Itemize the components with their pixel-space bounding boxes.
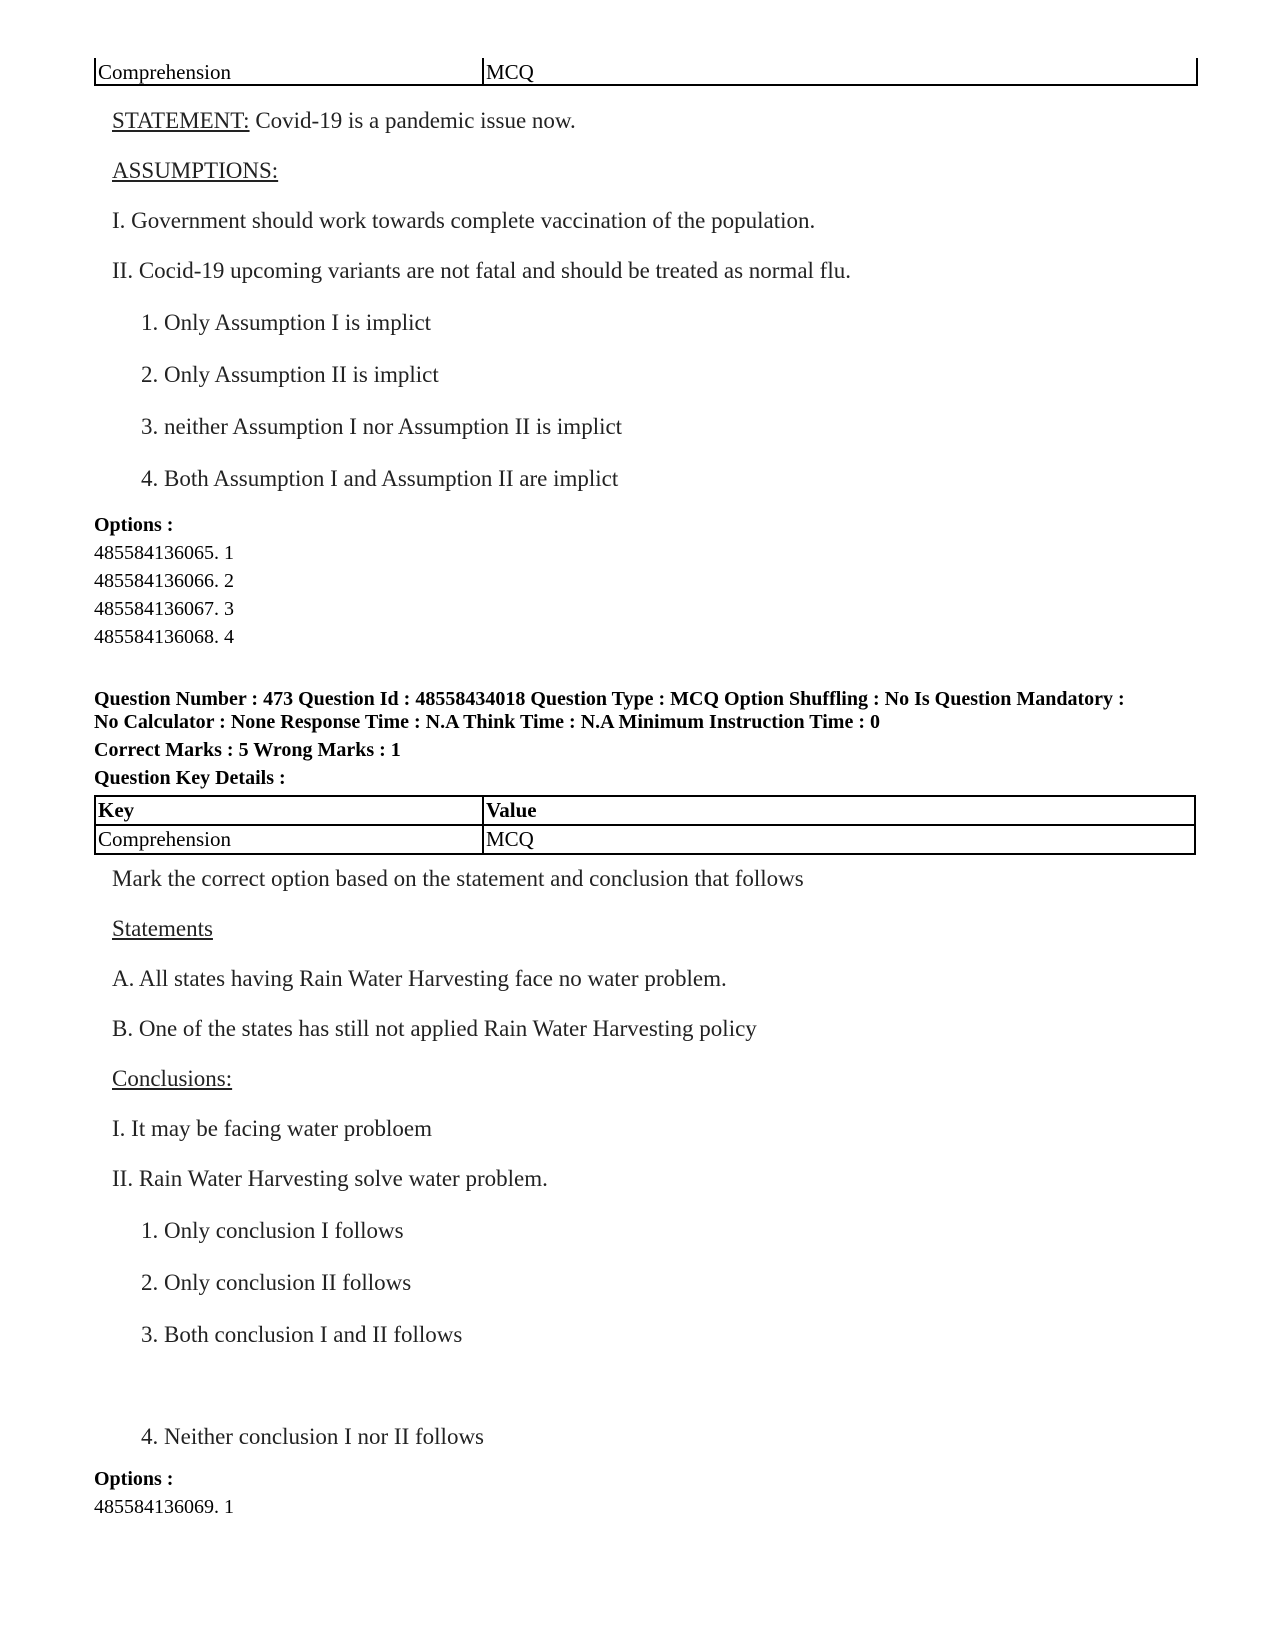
table-cell-value: MCQ <box>483 825 1195 854</box>
table-cell-key: Comprehension <box>95 825 483 854</box>
q2-statement-b: B. One of the states has still not applied Rain Water Harvesting policy <box>112 1016 757 1041</box>
q2-choice-3: 3. Both conclusion I and II follows <box>141 1322 463 1347</box>
q1-option-4: 485584136068. 4 <box>94 626 234 648</box>
top-table-value: MCQ <box>482 58 1198 86</box>
q2-conclusion-1: I. It may be facing water probloem <box>112 1116 432 1141</box>
table-header-key: Key <box>95 796 483 825</box>
top-key-table <box>94 58 1196 86</box>
q2-meta-line-1: Question Number : 473 Question Id : 48558434018 Question Type : MCQ Option Shuffling : No Is Question Mandatory : <box>94 688 1125 710</box>
q1-statement-label: STATEMENT: <box>112 108 250 133</box>
q1-choice-1: 1. Only Assumption I is implict <box>141 310 432 335</box>
q2-statement-a: A. All states having Rain Water Harvesting face no water problem. <box>112 966 727 991</box>
q1-choice-2: 2. Only Assumption II is implict <box>141 362 439 387</box>
q1-option-3: 485584136067. 3 <box>94 598 234 620</box>
q2-option-1: 485584136069. 1 <box>94 1496 234 1518</box>
q2-choice-4: 4. Neither conclusion I nor II follows <box>141 1424 485 1449</box>
q2-statements-label: Statements <box>112 916 213 941</box>
q1-option-1: 485584136065. 1 <box>94 542 234 564</box>
table-header-value: Value <box>483 796 1195 825</box>
q1-option-2: 485584136066. 2 <box>94 570 234 592</box>
q2-conclusion-2: II. Rain Water Harvesting solve water problem. <box>112 1166 548 1191</box>
q1-statement-text: Covid-19 is a pandemic issue now. <box>249 108 576 133</box>
q1-options-label: Options : <box>94 514 174 536</box>
q2-key-table <box>94 795 1196 855</box>
q2-meta-line-2: No Calculator : None Response Time : N.A Think Time : N.A Minimum Instruction Time : 0 <box>94 711 880 733</box>
q2-choice-1: 1. Only conclusion I follows <box>141 1218 404 1243</box>
top-table-key: Comprehension <box>94 58 484 86</box>
q1-statement <box>112 108 576 134</box>
q2-options-label: Options : <box>94 1468 174 1490</box>
q1-choice-3: 3. neither Assumption I nor Assumption II is implict <box>141 414 623 439</box>
table-header-row <box>95 796 1195 825</box>
q2-marks-line: Correct Marks : 5 Wrong Marks : 1 <box>94 739 401 761</box>
q2-key-details-label: Question Key Details : <box>94 767 286 789</box>
q2-instruction: Mark the correct option based on the statement and conclusion that follows <box>112 866 804 891</box>
table-row <box>95 825 1195 854</box>
q1-assumption-2: II. Cocid-19 upcoming variants are not fatal and should be treated as normal flu. <box>112 258 851 283</box>
q2-conclusions-label: Conclusions: <box>112 1066 233 1091</box>
q1-choice-4: 4. Both Assumption I and Assumption II are implict <box>141 466 619 491</box>
q1-assumptions-label: ASSUMPTIONS: <box>112 158 279 183</box>
q2-choice-2: 2. Only conclusion II follows <box>141 1270 412 1295</box>
q1-assumption-1: I. Government should work towards complete vaccination of the population. <box>112 208 816 233</box>
